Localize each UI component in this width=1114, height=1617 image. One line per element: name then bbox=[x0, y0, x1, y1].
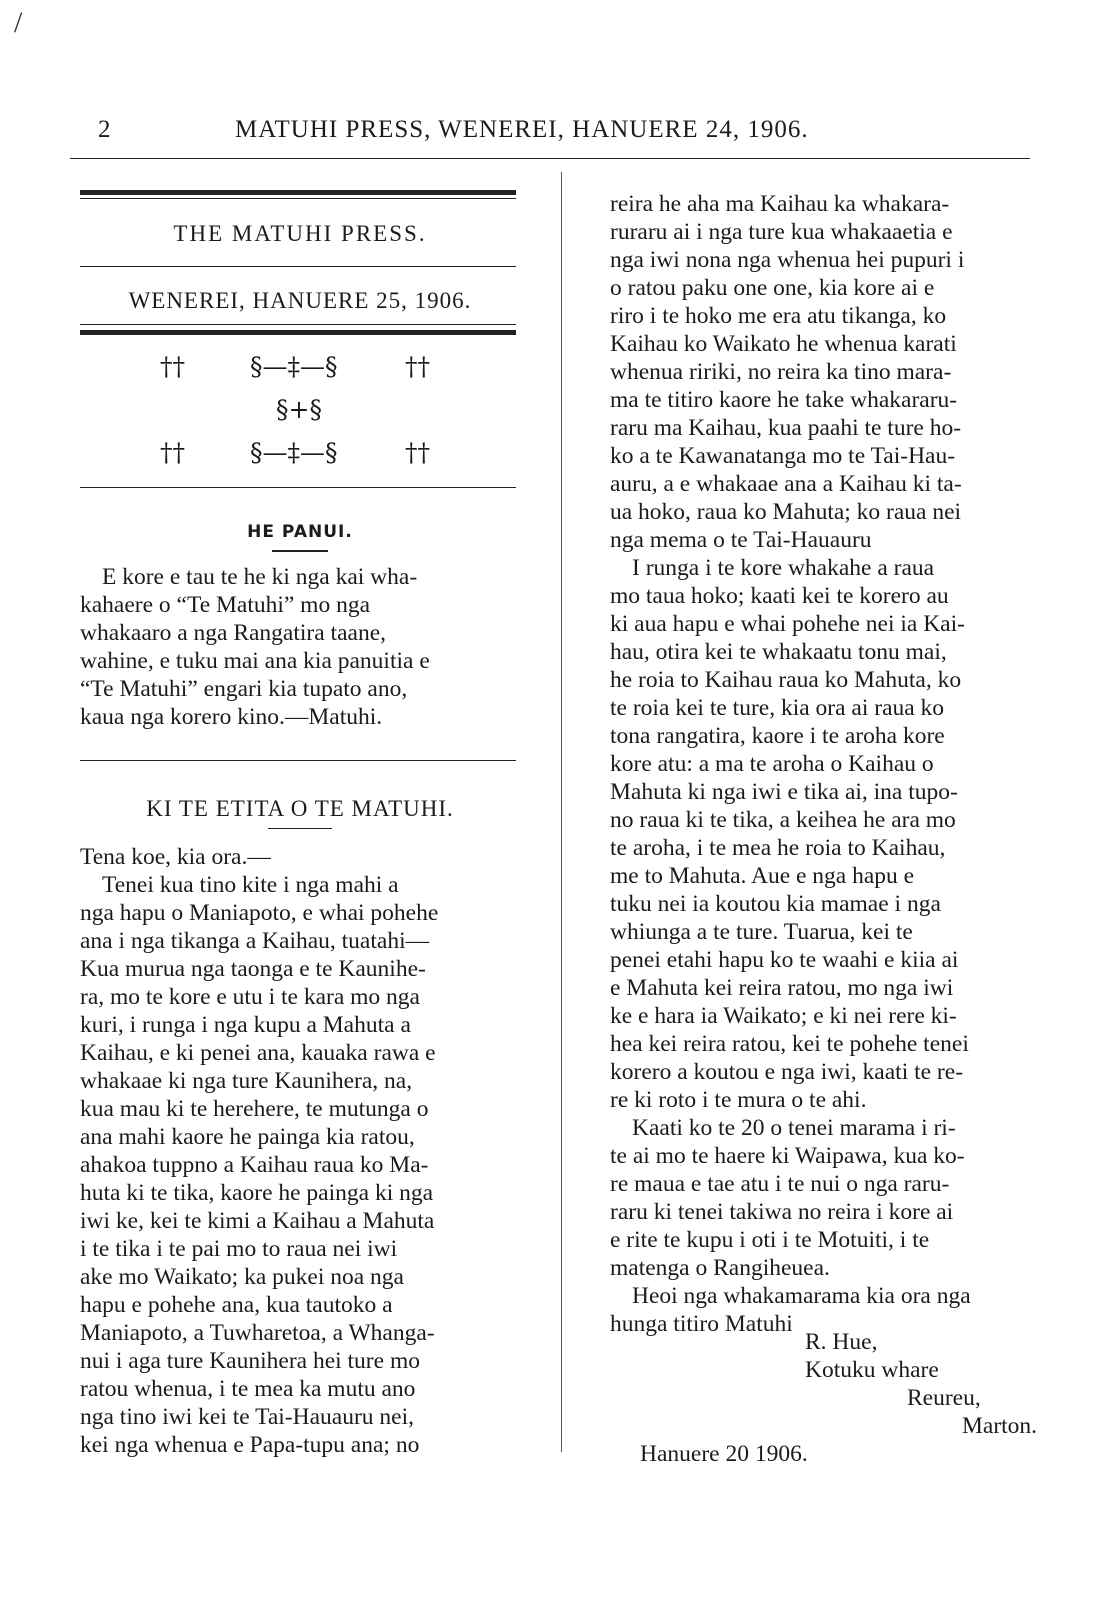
letter-line: korero a koutou e nga iwi, kaati te re- bbox=[610, 1059, 964, 1085]
letter-line: re ki roto i te mura o te ahi. bbox=[610, 1087, 867, 1113]
letter-greeting: Tena koe, kia ora.— bbox=[80, 844, 271, 870]
letter-line: riro i te hoko me era atu tikanga, ko bbox=[610, 303, 947, 329]
letter-line: kei nga whenua e Papa-tupu ana; no bbox=[80, 1432, 420, 1458]
corner-mark: / bbox=[14, 6, 23, 39]
letter-line: ana mahi kaore he painga kia ratou, bbox=[80, 1124, 415, 1150]
letter-heading-underline bbox=[268, 828, 332, 829]
ornament-row1-right: †† bbox=[405, 352, 430, 381]
column-divider bbox=[561, 172, 562, 1452]
letter-line: Mahuta ki nga iwi e tika ai, ina tupo- bbox=[610, 779, 958, 805]
letter-line: kore atu: a ma te aroha o Kaihau o bbox=[610, 751, 934, 777]
ornament-row3-mid: §—‡—§ bbox=[250, 438, 338, 467]
letter-line: ua hoko, raua ko Mahuta; ko raua nei bbox=[610, 499, 962, 525]
letter-line: o ratou paku one one, kia kore ai e bbox=[610, 275, 935, 301]
letter-line: Heoi nga whakamarama kia ora nga bbox=[632, 1283, 971, 1309]
signature-name: R. Hue, bbox=[805, 1329, 878, 1355]
letter-line: te roia kei te ture, kia ora ai raua ko bbox=[610, 695, 945, 721]
letter-line: re maua e tae atu i te nui o nga raru- bbox=[610, 1171, 950, 1197]
ornament-bottom-rule bbox=[80, 487, 516, 488]
running-title: MATUHI PRESS, WENEREI, HANUERE 24, 1906. bbox=[235, 116, 809, 143]
letter-line: I runga i te kore whakahe a raua bbox=[632, 555, 935, 581]
letter-line: ana i nga tikanga a Kaihau, tuatahi— bbox=[80, 928, 430, 954]
ornament-row2-mid: §+§ bbox=[276, 395, 322, 424]
letter-line: tona rangatira, kaore i te aroha kore bbox=[610, 723, 945, 749]
notice-line: “Te Matuhi” engari kia tupato ano, bbox=[80, 676, 408, 702]
letter-line: nui i aga ture Kaunihera hei ture mo bbox=[80, 1348, 420, 1374]
ornament-row3-right: †† bbox=[405, 438, 430, 467]
letter-line: reira he aha ma Kaihau ka whakara- bbox=[610, 191, 950, 217]
letter-dateline: Hanuere 20 1906. bbox=[640, 1441, 808, 1467]
letter-left-column bbox=[80, 843, 520, 1459]
letter-line: raru ma Kaihau, kua paahi te ture ho- bbox=[610, 415, 962, 441]
letter-line: iwi ke, kei te kimi a Kaihau a Mahuta bbox=[80, 1208, 435, 1234]
notice-heading-underline bbox=[272, 550, 328, 552]
letter-line: whakaae ki nga ture Kaunihera, na, bbox=[80, 1068, 413, 1094]
ornament-row1-left: †† bbox=[160, 352, 185, 381]
letter-line: nga mema o te Tai-Hauauru bbox=[610, 527, 872, 553]
letter-line: mo taua hoko; kaati kei te korero au bbox=[610, 583, 949, 609]
masthead-top-rule bbox=[80, 190, 516, 195]
letter-line: Kaati ko te 20 o tenei marama i ri- bbox=[632, 1115, 956, 1141]
letter-line: raru ki tenei takiwa no reira i kore ai bbox=[610, 1199, 954, 1225]
masthead-bottom-rule bbox=[80, 330, 516, 335]
letter-line: hunga titiro Matuhi bbox=[610, 1311, 793, 1337]
letter-line: nga iwi nona nga whenua hei pupuri i bbox=[610, 247, 965, 273]
letter-line: ahakoa tuppno a Kaihau raua ko Ma- bbox=[80, 1152, 429, 1178]
page-number: 2 bbox=[98, 116, 111, 143]
letter-line: auru, a e whakaae ana a Kaihau ki ta- bbox=[610, 471, 962, 497]
letter-line: he roia to Kaihau raua ko Mahuta, ko bbox=[610, 667, 962, 693]
letter-line: Kaihau ko Waikato he whenua karati bbox=[610, 331, 957, 357]
letter-line: ratou whenua, i te mea ka mutu ano bbox=[80, 1376, 416, 1402]
masthead-title: THE MATUHI PRESS. bbox=[173, 221, 427, 246]
notice-line: E kore e tau te he ki nga kai wha- bbox=[102, 564, 418, 590]
letter-line: Kaihau, e ki penei ana, kauaka rawa e bbox=[80, 1040, 436, 1066]
ornament-row3-left: †† bbox=[160, 438, 185, 467]
letter-line: ra, mo te kore e utu i te kara mo nga bbox=[80, 984, 420, 1010]
letter-line: e rite te kupu i oti i te Motuiti, i te bbox=[610, 1227, 930, 1253]
letter-line: ma te titiro kaore he take whakararu- bbox=[610, 387, 958, 413]
letter-line: matenga o Rangiheuea. bbox=[610, 1255, 830, 1281]
letter-line: Maniapoto, a Tuwharetoa, a Whanga- bbox=[80, 1320, 435, 1346]
masthead-mid-rule bbox=[80, 266, 516, 267]
signature-place: Marton. bbox=[962, 1413, 1038, 1439]
masthead-bottom-thin-rule bbox=[80, 324, 516, 325]
letter-line: e Mahuta kei reira ratou, mo nga iwi bbox=[610, 975, 954, 1001]
letter-line: i te tika i te pai mo to raua nei iwi bbox=[80, 1236, 398, 1262]
notice-heading: HE PANUI. bbox=[247, 522, 353, 542]
letter-line: ko a te Kawanatanga mo te Tai-Hau- bbox=[610, 443, 956, 469]
masthead-date: WENEREI, HANUERE 25, 1906. bbox=[128, 288, 472, 313]
notice-line: wahine, e tuku mai ana kia panuitia e bbox=[80, 648, 430, 674]
letter-line: kua mau ki te herehere, te mutunga o bbox=[80, 1096, 429, 1122]
letter-line: penei etahi hapu ko te waahi e kiia ai bbox=[610, 947, 959, 973]
signature-line1: Kotuku whare bbox=[805, 1357, 939, 1383]
letter-line: kuri, i runga i nga kupu a Mahuta a bbox=[80, 1012, 411, 1038]
letter-line: ki aua hapu e whai pohehe nei ia Kai- bbox=[610, 611, 965, 637]
letter-line: hapu e pohehe ana, kua tautoko a bbox=[80, 1292, 393, 1318]
letter-line: hau, otira kei te whakaatu tonu mai, bbox=[610, 639, 947, 665]
masthead-top-thin-rule bbox=[80, 198, 516, 199]
notice-line: kahaere o “Te Matuhi” mo nga bbox=[80, 592, 371, 618]
letter-line: whiunga a te ture. Tuarua, kei te bbox=[610, 919, 913, 945]
letter-line: ake mo Waikato; ka pukei noa nga bbox=[80, 1264, 404, 1290]
letter-line: ruraru ai i nga ture kua whakaaetia e bbox=[610, 219, 953, 245]
header-rule bbox=[70, 158, 1030, 159]
letter-line: tuku nei ia koutou kia mamae i nga bbox=[610, 891, 941, 917]
letter-line: nga hapu o Maniapoto, e whai pohehe bbox=[80, 900, 439, 926]
notice-bottom-rule bbox=[80, 760, 516, 761]
letter-line: ke e hara ia Waikato; e ki nei rere ki- bbox=[610, 1003, 957, 1029]
notice-body bbox=[80, 563, 520, 731]
signature-line2: Reureu, bbox=[907, 1385, 981, 1411]
letter-line: Kua murua nga taonga e te Kaunihe- bbox=[80, 956, 426, 982]
letter-line: no raua ki te tika, a keihea he ara mo bbox=[610, 807, 956, 833]
letter-line: Tenei kua tino kite i nga mahi a bbox=[102, 872, 399, 898]
letter-line: hea kei reira ratou, kei te pohehe tenei bbox=[610, 1031, 969, 1057]
ornament-row1-mid: §—‡—§ bbox=[250, 352, 338, 381]
letter-line: whenua ririki, no reira ka tino mara- bbox=[610, 359, 952, 385]
letter-heading: KI TE ETITA O TE MATUHI. bbox=[146, 796, 454, 821]
letter-line: nga tino iwi kei te Tai-Hauauru nei, bbox=[80, 1404, 415, 1430]
letter-right-column bbox=[610, 190, 1050, 1338]
letter-line: te aroha, i te mea he roia to Kaihau, bbox=[610, 835, 946, 861]
notice-line: kaua nga korero kino.—Matuhi. bbox=[80, 704, 383, 730]
letter-line: te ai mo te haere ki Waipawa, kua ko- bbox=[610, 1143, 965, 1169]
notice-line: whakaaro a nga Rangatira taane, bbox=[80, 620, 386, 646]
letter-line: huta ki te tika, kaore he painga ki nga bbox=[80, 1180, 434, 1206]
letter-line: me to Mahuta. Aue e nga hapu e bbox=[610, 863, 915, 889]
